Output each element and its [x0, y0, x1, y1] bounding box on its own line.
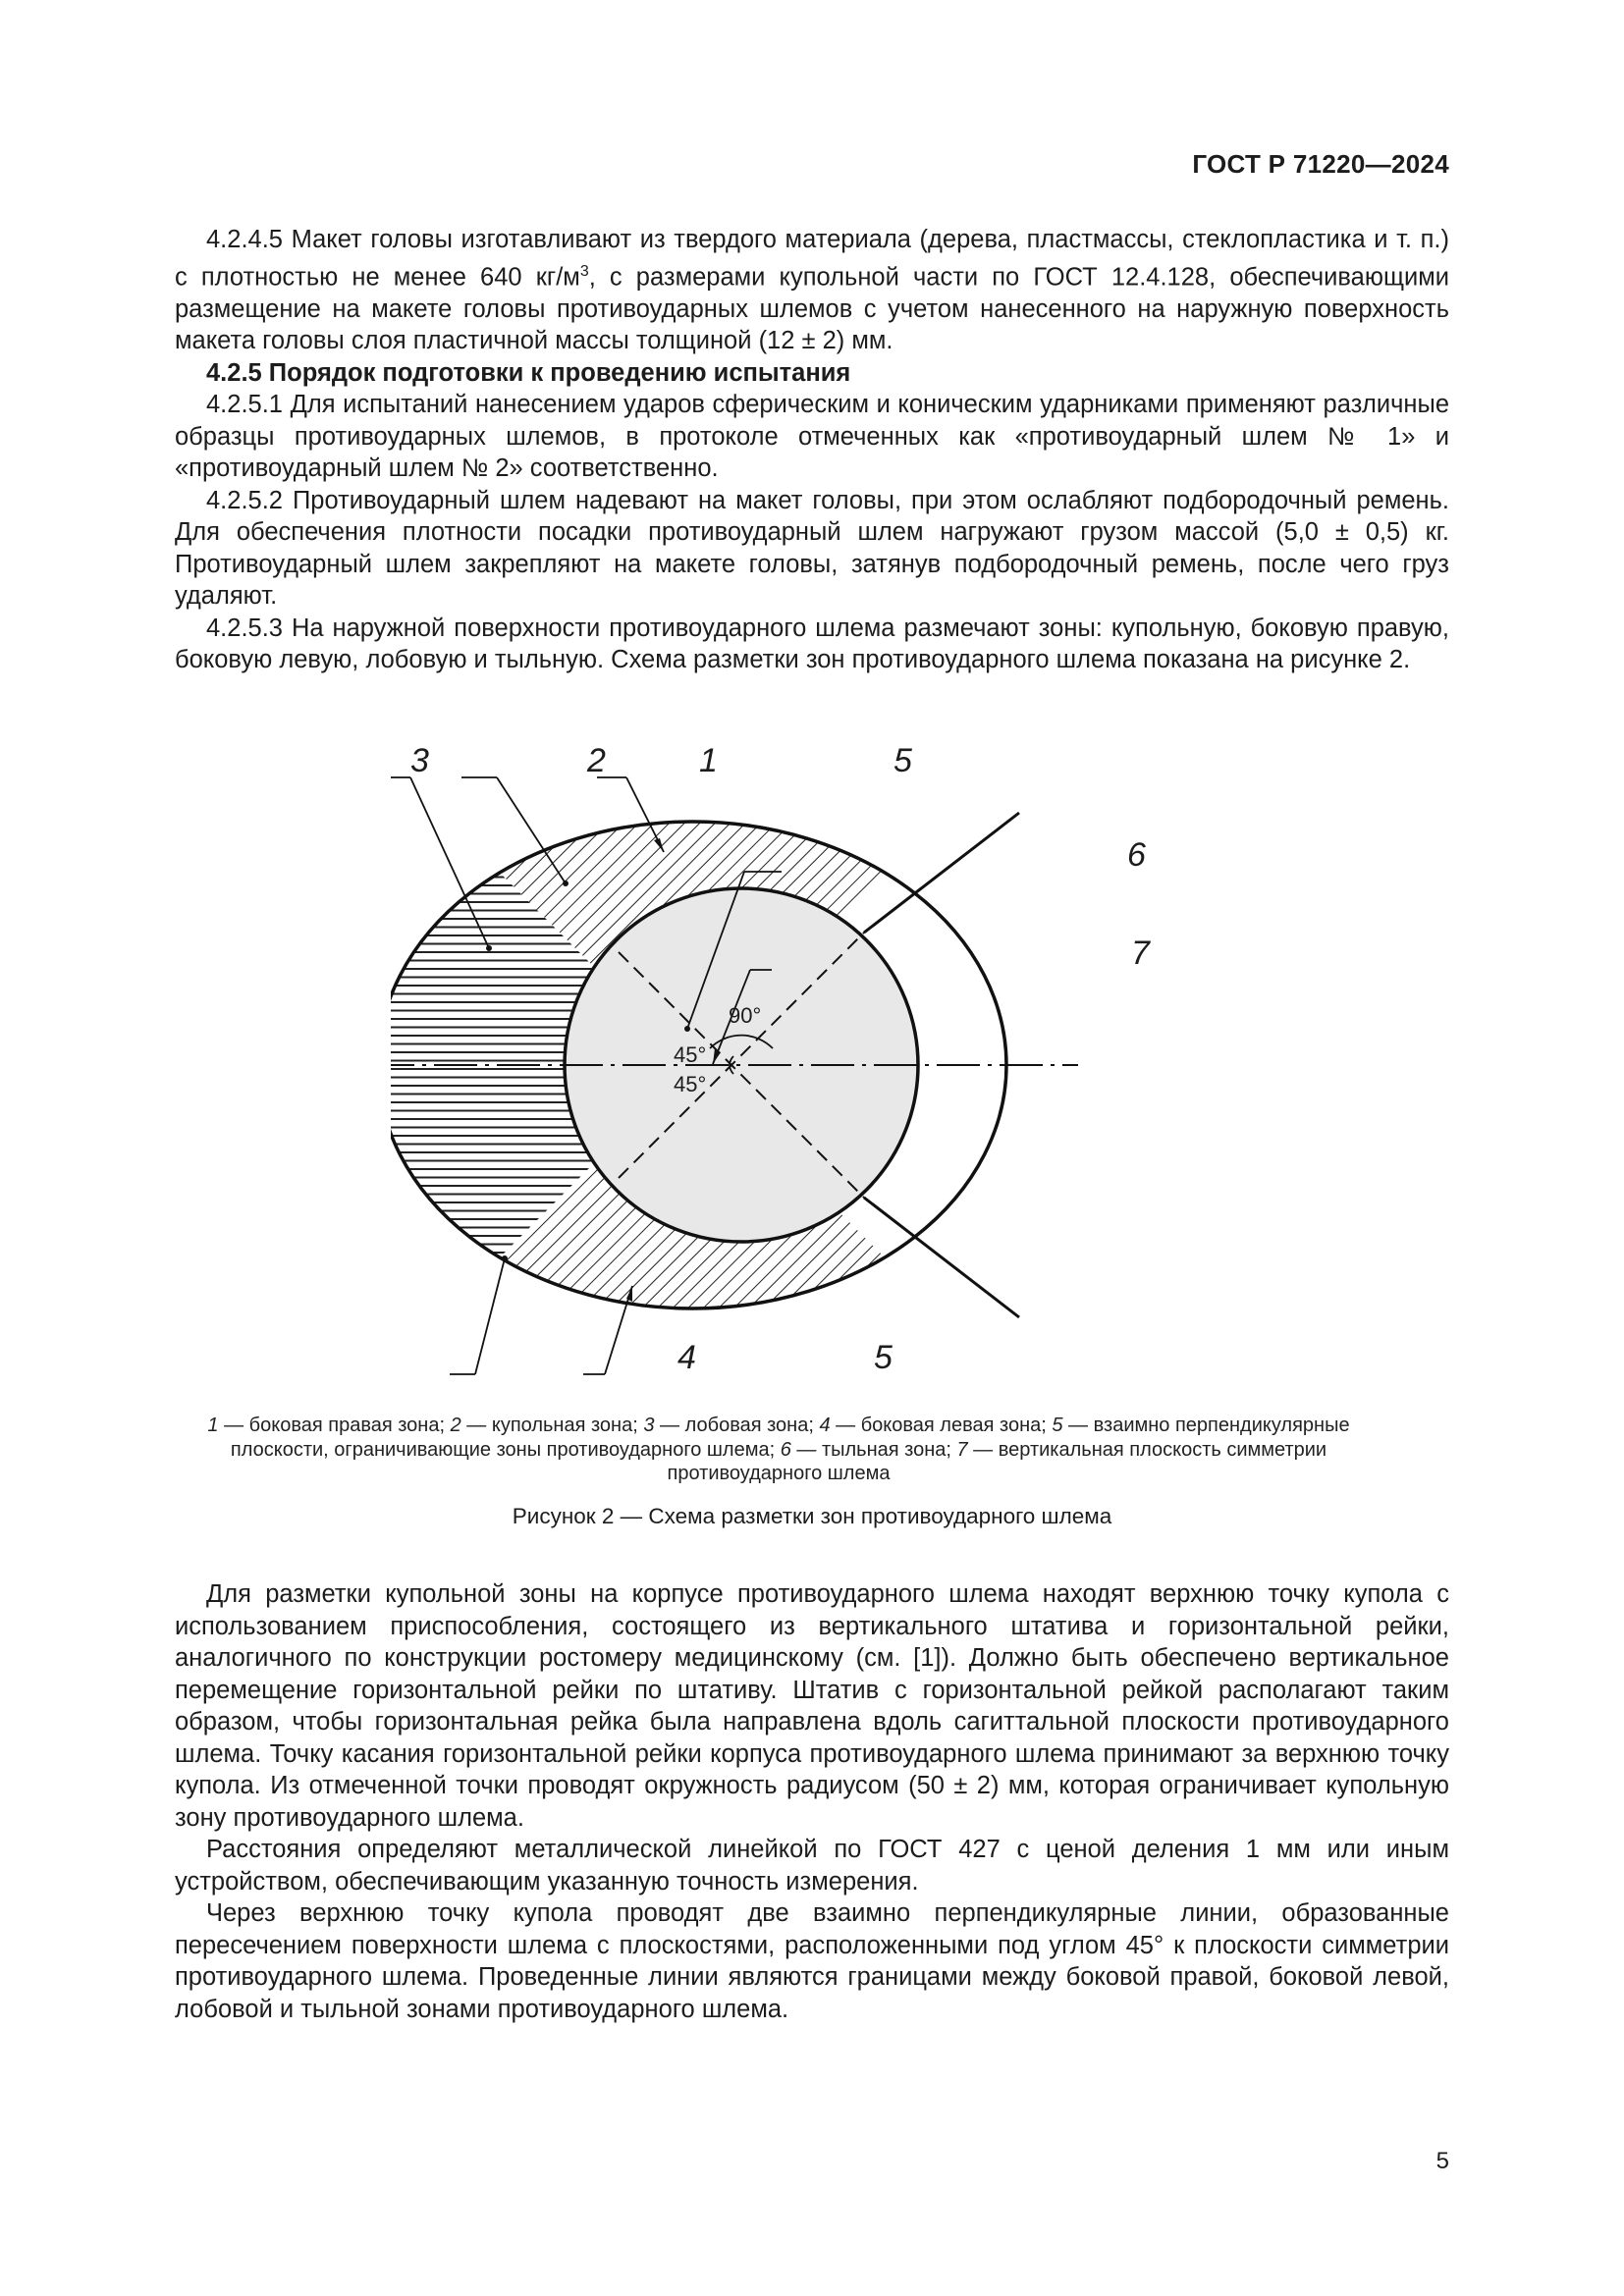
leader-1-dot — [563, 881, 568, 886]
callout-7: 7 — [1131, 934, 1150, 972]
superscript: 3 — [579, 262, 589, 280]
leader-2-dot — [486, 945, 492, 951]
leader-2-pointer — [410, 777, 489, 948]
callout-6: 6 — [1127, 836, 1146, 874]
helmet-zones-figure — [391, 734, 1176, 1402]
callout-2: 2 — [587, 742, 606, 779]
paragraph-4-2-5-2: 4.2.5.2 Противоударный шлем надевают на макет головы, при этом ослабляют подбородочный ремень. Для обеспечения плотности посадки противоударный шлем нагружают грузом массой (5,0 ± 0,5) кг. Противоударный шлем закрепляют на макете головы, затянув подбородочный ремень, после чего груз удаляют. — [175, 486, 1449, 610]
paragraph-dome-marking: Для разметки купольной зоны на корпусе противоударного шлема находят верхнюю точку купола с использованием приспособления, состоящего из вертикального штатива и горизонтальной рейки, аналогичного по конструкции ростомеру медицинскому (см. [1]). Должно быть обеспечено вертикальное перемещение горизонтальной рейки по штативу. Штатив с горизонтальной рейкой располагают таким образом, чтобы горизонтальная рейка была направлена вдоль сагиттальной плоскости противоударного шлема. Точку касания горизонтальной рейки корпуса противоударного шлема принимают за верхнюю точку купола. Из отмеченной точки проводят окружность радиусом (50 ± 2) мм, которая ограничивает купольную зону противоударного шлема. — [175, 1580, 1449, 1832]
angle-label-45-top: 45° — [674, 1042, 707, 1067]
leader-6-dot — [684, 1026, 690, 1032]
callout-1: 1 — [699, 742, 718, 779]
page-number: 5 — [1435, 2148, 1449, 2174]
paragraph-perpendicular-lines: Через верхнюю точку купола проводят две взаимно перпендикулярные линии, образованные пересечением поверхности шлема с плоскостями, расположенными под углом 45° к плоскости симметрии противоударного шлема. Проведенные линии являются границами между боковой правой, боковой левой, лобовой и тыльной зонами противоударного шлема. — [175, 1899, 1449, 2023]
leader-1-pointer — [497, 777, 566, 883]
leader-7-arrow — [713, 1048, 721, 1064]
section-heading-4-2-5: 4.2.5 Порядок подготовки к проведению испытания — [206, 358, 851, 387]
leader-4-pointer — [475, 1258, 505, 1374]
callout-5-top: 5 — [893, 742, 912, 779]
callout-4: 4 — [677, 1339, 696, 1376]
paragraph-4-2-5-1: 4.2.5.1 Для испытаний нанесением ударов сферическим и коническим ударниками применяют различные образцы противоударных шлемов, в протоколе отмеченных как «противоударный шлем № 1» и «противоударный шлем № 2» соответственно. — [175, 391, 1449, 482]
callout-5-bottom: 5 — [874, 1339, 893, 1376]
figure-caption: Рисунок 2 — Схема разметки зон противоударного шлема — [512, 1504, 1112, 1528]
paragraph-4-2-5-3: 4.2.5.3 На наружной поверхности противоударного шлема размечают зоны: купольную, боковую правую, боковую левую, лобовую и тыльную. Схема разметки зон противоударного шлема показана на рисунке 2. — [175, 614, 1449, 673]
leader-5a-arrow — [654, 838, 664, 852]
document-header: ГОСТ Р 71220—2024 — [1192, 149, 1449, 179]
top-text — [175, 224, 1449, 676]
paragraph-4-2-4-5: 4.2.4.5 Макет головы изготавливают из твердого материала (дерева, пластмассы, стеклопластика и т. п.) с плотностью не менее 640 $кг/м^3$, с размерами купольной части по ГОСТ 12.4.128, обеспечивающими размещение на макете головы противоударных шлемов с учетом нанесенного на наружную поверхность макета головы слоя пластичной массы толщиной (12 ± 2) мм. — [175, 226, 1449, 354]
figure-legend: 1 — боковая правая зона; 2 — купольная зона; 3 — лобовая зона; 4 — боковая левая зона; 5 — взаимно перпендикулярные плоскости, ограничивающие зоны противоударного шлема; 6 — тыльная зона; 7 — вертикальная плоскость симметрии противоударного шлема — [207, 1415, 1350, 1484]
paragraph-distances: Расстояния определяют металлической линейкой по ГОСТ 427 с ценой деления 1 мм или иным устройством, обеспечивающим указанную точность измерения. — [175, 1836, 1449, 1896]
angle-label-90: 90° — [729, 1003, 762, 1028]
bottom-text — [175, 1578, 1449, 2025]
angle-label-45-bottom: 45° — [674, 1072, 707, 1096]
callout-leaders — [391, 734, 1176, 1402]
leader-4-dot — [502, 1255, 508, 1261]
callout-3: 3 — [410, 742, 429, 779]
